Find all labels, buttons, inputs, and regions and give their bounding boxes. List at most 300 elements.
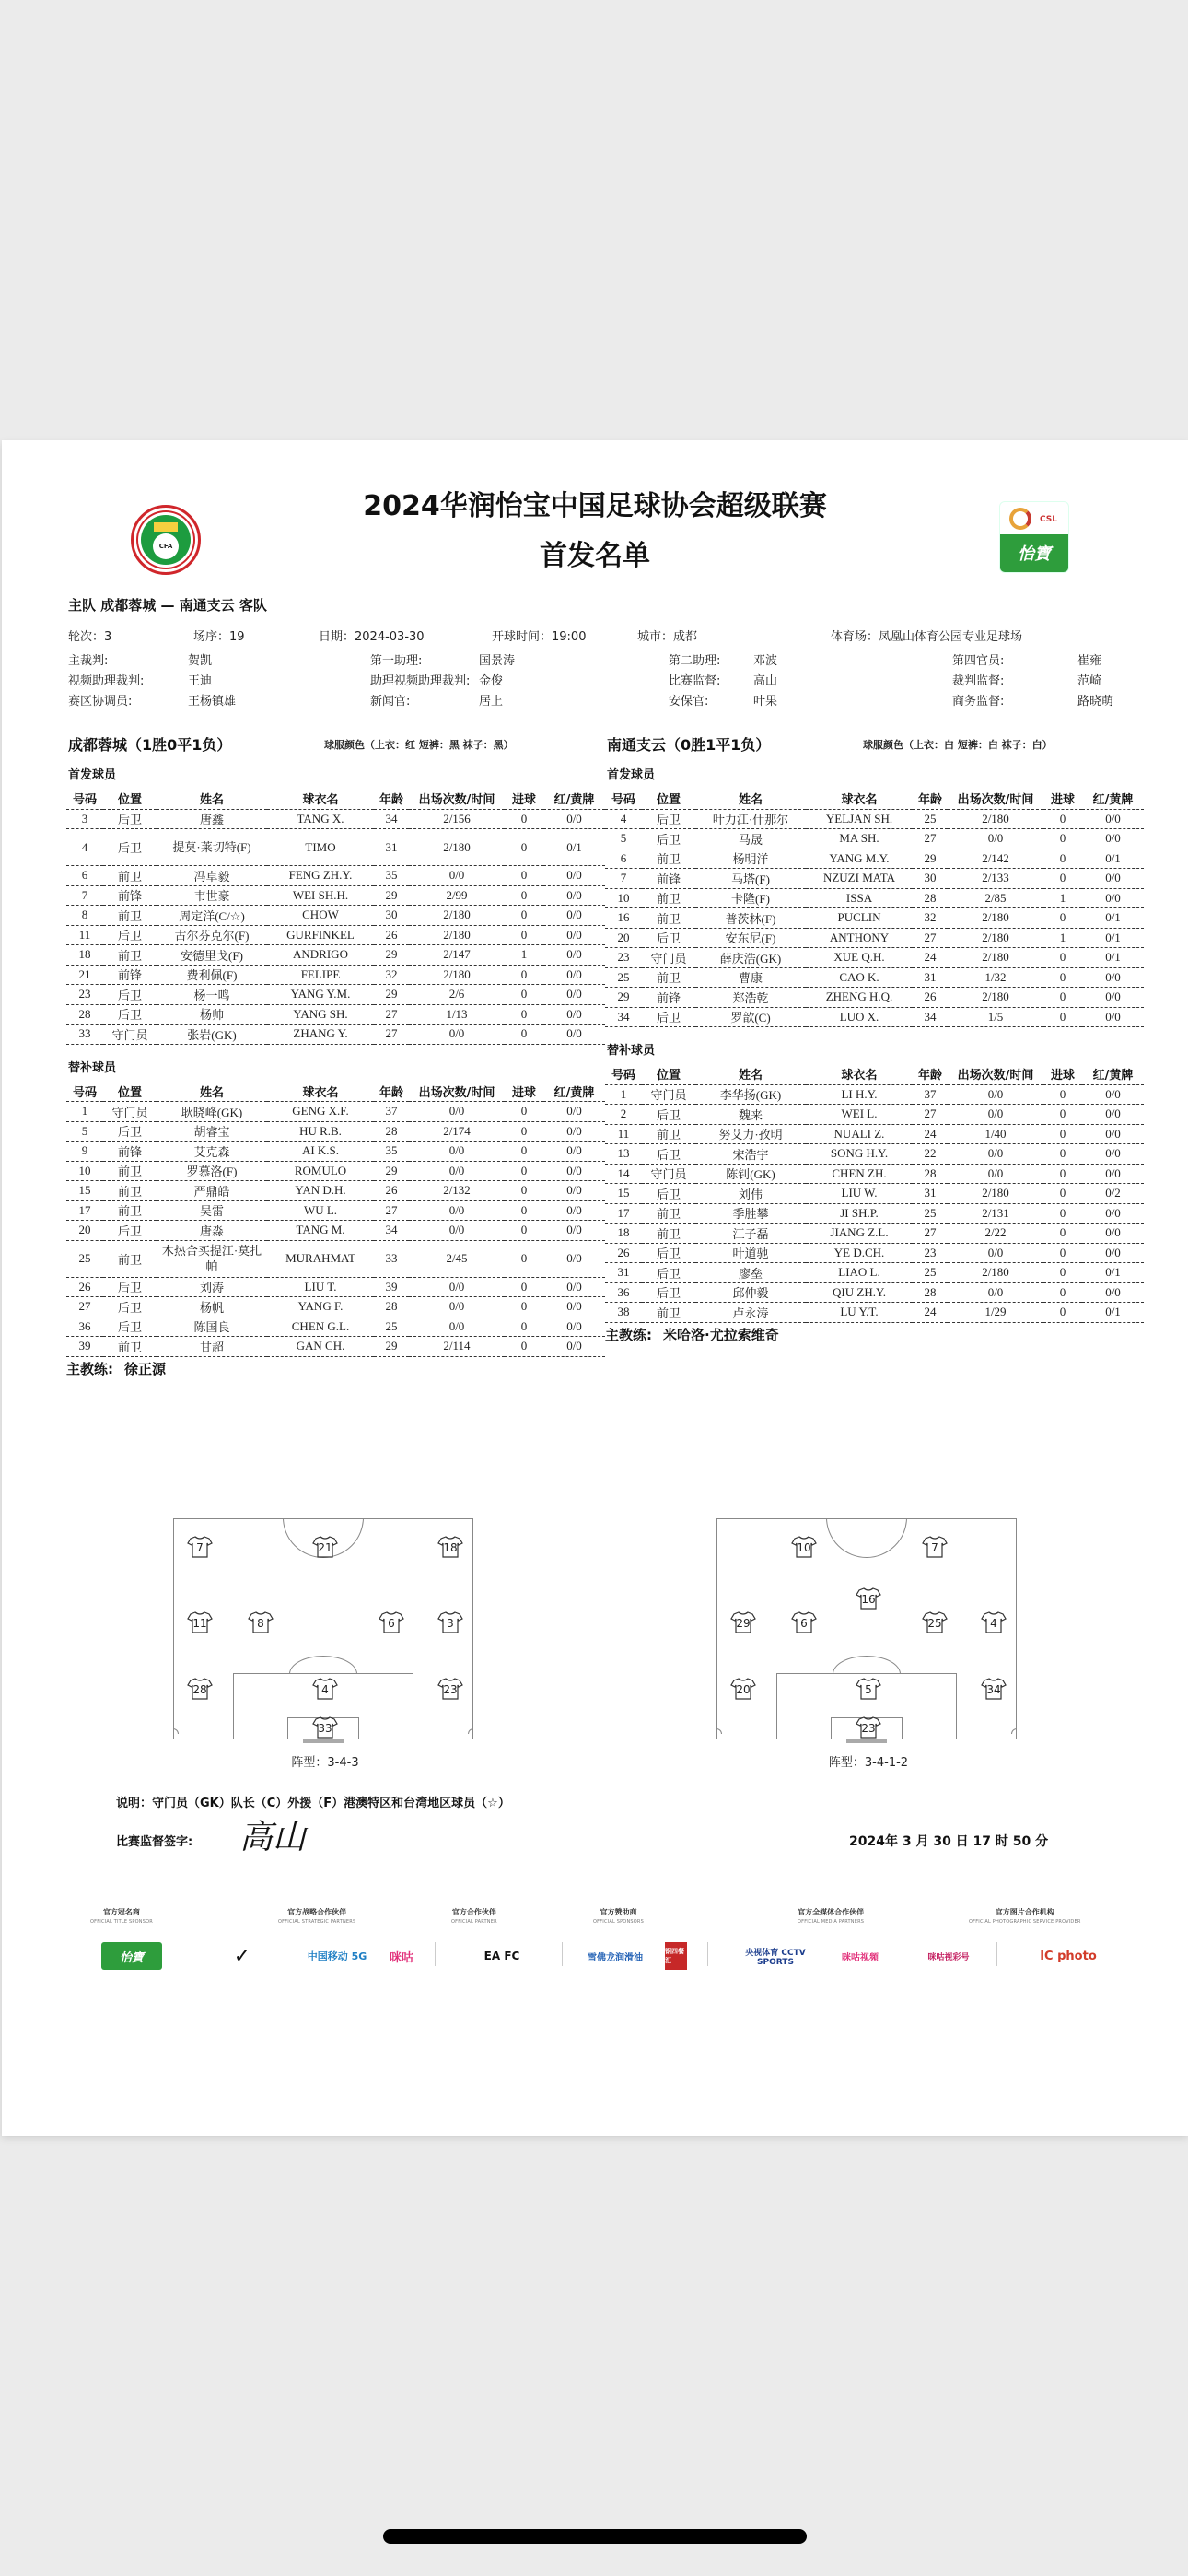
player-cell: 39 <box>374 1277 409 1297</box>
player-shirt-icon: 33 <box>312 1716 338 1739</box>
player-cell: 0 <box>1043 1243 1082 1263</box>
player-cell: TANG X. <box>267 809 374 829</box>
column-header: 位置 <box>642 789 695 809</box>
player-cell: 艾克森 <box>157 1142 267 1162</box>
player-cell: 卡隆(F) <box>695 888 806 908</box>
player-cell: 0/0 <box>948 1282 1043 1303</box>
away-team-name: 南通支云（0胜1平1负） <box>607 736 771 754</box>
player-cell: JIANG Z.L. <box>806 1224 913 1244</box>
player-row <box>66 1004 605 1025</box>
player-cell: 29 <box>913 849 948 869</box>
player-cell: 前卫 <box>103 1181 157 1201</box>
cfa-logo: CFA <box>131 505 201 575</box>
player-cell: 23 <box>605 948 642 968</box>
column-header: 号码 <box>605 1064 642 1084</box>
player-cell: 后卫 <box>103 1317 157 1337</box>
player-cell: 0 <box>505 965 543 985</box>
player-cell: 0/0 <box>543 906 605 926</box>
official-name: 金俊 <box>479 674 504 688</box>
player-cell: 7 <box>605 869 642 889</box>
player-row <box>605 1144 1144 1165</box>
player-cell: 14 <box>605 1164 642 1184</box>
player-cell: 0/0 <box>409 1317 505 1337</box>
player-cell: 0/0 <box>948 1084 1043 1105</box>
player-cell: 26 <box>605 1243 642 1263</box>
player-cell: 0/0 <box>1082 829 1144 849</box>
official-label: 助理视频助理裁判: <box>370 674 471 688</box>
player-cell: 11 <box>66 925 103 945</box>
signature-datetime: 2024年 3 月 30 日 17 时 50 分 <box>849 1834 1049 1849</box>
player-shirt-icon: 10 <box>791 1536 817 1558</box>
player-cell: 27 <box>374 1004 409 1025</box>
player-cell: 后卫 <box>642 1007 695 1027</box>
player-cell: 0 <box>505 1200 543 1221</box>
nike-logo: ✓ <box>233 1944 251 1968</box>
player-cell: 0 <box>505 1142 543 1162</box>
player-cell: 0/0 <box>1082 1243 1144 1263</box>
player-cell: 34 <box>374 1221 409 1241</box>
player-cell: 0/0 <box>543 885 605 906</box>
player-cell: 前卫 <box>642 888 695 908</box>
player-cell: 1/29 <box>948 1303 1043 1323</box>
player-cell: 提莫·莱切特(F) <box>157 829 267 866</box>
player-cell: 0/0 <box>1082 1105 1144 1125</box>
player-row <box>66 925 605 945</box>
player-cell: 34 <box>605 1007 642 1027</box>
player-cell: LIU T. <box>267 1277 374 1297</box>
player-cell: 0/1 <box>1082 908 1144 929</box>
player-cell: 0/0 <box>1082 988 1144 1008</box>
player-cell: 0 <box>505 1297 543 1317</box>
player-cell: 刘涛 <box>157 1277 267 1297</box>
player-cell: 邱仲毅 <box>695 1282 806 1303</box>
player-row <box>605 1282 1144 1303</box>
sponsor-group-title: 官方冠名商 OFFICIAL TITLE SPONSOR <box>90 1908 153 1925</box>
player-cell: 3 <box>66 809 103 829</box>
yibao-logo: 怡寶 <box>101 1942 162 1970</box>
home-indicator[interactable] <box>383 2529 807 2544</box>
player-cell: 0 <box>1043 1164 1082 1184</box>
player-cell: 后卫 <box>103 829 157 866</box>
player-cell: NUALI Z. <box>806 1124 913 1144</box>
player-cell: 江子磊 <box>695 1224 806 1244</box>
player-cell: 18 <box>66 945 103 966</box>
official-label: 第四官员: <box>952 654 1005 668</box>
player-shirt-icon: 21 <box>312 1536 338 1558</box>
player-cell: 0 <box>1043 1203 1082 1224</box>
player-cell: 0/0 <box>543 985 605 1005</box>
player-cell: 2/180 <box>948 948 1043 968</box>
column-header: 位置 <box>642 1064 695 1084</box>
player-cell: 0/1 <box>1082 849 1144 869</box>
official-label: 视频助理裁判: <box>68 674 145 688</box>
player-cell: 守门员 <box>642 1084 695 1105</box>
ea-fc-logo: EA FC <box>483 1950 520 1962</box>
player-cell: 陈国良 <box>157 1317 267 1337</box>
player-cell: 叶力江·什那尔 <box>695 809 806 829</box>
player-cell: 0 <box>1043 1084 1082 1105</box>
player-cell: 0/0 <box>948 829 1043 849</box>
player-cell: 前卫 <box>103 1200 157 1221</box>
player-cell: 9 <box>66 1142 103 1162</box>
column-header: 号码 <box>66 1082 103 1102</box>
player-cell: 0 <box>505 885 543 906</box>
player-cell: 17 <box>66 1200 103 1221</box>
player-cell: GURFINKEL <box>267 925 374 945</box>
subs-label: 替补球员 <box>607 1044 656 1058</box>
official-name: 邓波 <box>753 654 778 668</box>
subs-label: 替补球员 <box>68 1060 117 1075</box>
player-cell: 33 <box>66 1025 103 1045</box>
home-kit-colors: 球服颜色（上衣：红 短裤：黑 袜子：黑） <box>324 739 514 751</box>
player-cell: 1/5 <box>948 1007 1043 1027</box>
player-row <box>66 1221 605 1241</box>
player-cell: 0 <box>505 1121 543 1142</box>
player-cell: 2/180 <box>948 928 1043 948</box>
player-cell: 26 <box>374 925 409 945</box>
player-row <box>66 1025 605 1045</box>
player-cell: 2/180 <box>948 809 1043 829</box>
player-cell: MURAHMAT <box>267 1240 374 1277</box>
player-cell: 0/0 <box>409 1277 505 1297</box>
player-row <box>66 985 605 1005</box>
player-row <box>66 1277 605 1297</box>
player-cell: 努艾力·孜明 <box>695 1124 806 1144</box>
player-cell: 13 <box>605 1144 642 1165</box>
player-cell: 24 <box>913 948 948 968</box>
player-cell: 后卫 <box>103 1004 157 1025</box>
player-cell: 韦世豪 <box>157 885 267 906</box>
player-cell: 2/174 <box>409 1121 505 1142</box>
supervisor-signature: 高山 <box>239 1819 307 1856</box>
player-row <box>605 1243 1144 1263</box>
column-header: 球衣名 <box>267 1082 374 1102</box>
player-cell: 15 <box>605 1184 642 1204</box>
sponsor-group-sponsors: 官方赞助商 OFFICIAL SPONSORS <box>593 1908 644 1925</box>
player-shirt-icon: 5 <box>856 1678 881 1700</box>
player-cell: 前卫 <box>642 1124 695 1144</box>
player-cell: 罗歆(C) <box>695 1007 806 1027</box>
player-row <box>66 866 605 886</box>
player-cell: 0/1 <box>1082 948 1144 968</box>
player-cell: 2/85 <box>948 888 1043 908</box>
player-cell: NZUZI MATA <box>806 869 913 889</box>
player-cell: 0/0 <box>1082 1164 1144 1184</box>
player-row <box>66 1337 605 1357</box>
player-row <box>66 829 605 866</box>
player-cell: 29 <box>374 945 409 966</box>
official-name: 路晓萌 <box>1077 695 1114 708</box>
player-cell: 0/0 <box>948 1105 1043 1125</box>
player-cell: 刘伟 <box>695 1184 806 1204</box>
player-cell: 28 <box>913 1282 948 1303</box>
player-row <box>605 967 1144 988</box>
player-cell: 28 <box>913 1164 948 1184</box>
matchup: 主队 成都蓉城 — 南通支云 客队 <box>68 597 267 614</box>
player-cell: FELIPE <box>267 965 374 985</box>
player-cell: 0/1 <box>1082 928 1144 948</box>
player-cell: 前卫 <box>642 849 695 869</box>
player-row <box>66 1121 605 1142</box>
player-cell: 耿晓峰(GK) <box>157 1102 267 1122</box>
player-row <box>605 1007 1144 1027</box>
column-header: 年龄 <box>374 1082 409 1102</box>
player-cell: 10 <box>66 1161 103 1181</box>
player-cell: 魏来 <box>695 1105 806 1125</box>
player-cell: 后卫 <box>103 1277 157 1297</box>
player-cell: 25 <box>913 1263 948 1283</box>
player-cell: XUE Q.H. <box>806 948 913 968</box>
player-cell: 27 <box>66 1297 103 1317</box>
column-header: 号码 <box>66 789 103 809</box>
player-cell: 后卫 <box>642 1282 695 1303</box>
player-cell: 后卫 <box>642 1105 695 1125</box>
player-cell: 后卫 <box>642 829 695 849</box>
player-cell: ZHANG Y. <box>267 1025 374 1045</box>
column-header: 红/黄牌 <box>1082 1064 1144 1084</box>
player-cell: 甘超 <box>157 1337 267 1357</box>
player-cell: 22 <box>913 1144 948 1165</box>
player-cell: 8 <box>66 906 103 926</box>
player-cell: 31 <box>374 829 409 866</box>
player-cell: 0 <box>505 1240 543 1277</box>
player-cell: 后卫 <box>642 1144 695 1165</box>
document-page: CFA CSL 怡寶 2024华润怡宝中国足球协会超级联赛 首发名单 主队 成都蓉城 — 南通支云 客队 轮次：3 场序：19 日期：2024-03-30 开球时间：19:00 城市：成都 体育场：凤凰山体育公园专业足球场 主裁判: 贺凯 第一助理: 国景涛 第二助理: 邓波 第四官员: 崔雍 视频助理裁判: 王迪 助理视频助理裁判: 金俊 比赛监督: 高山 裁判监督: 范崎 赛区协调员: 王杨镇雄 新闻官: 居上 安保官: 叶果 商务监督: 路晓萌 成都蓉城（1胜0平1负） 球服颜色（上衣：红 短裤：黑 袜子：黑） 首发球员 号码 位置 姓名 球衣名 年龄 出场次数/时间 进球 红/黄牌 3 后卫 唐鑫 TANG X. 34 2/156 0 0/0 4 后卫 提莫·莱切特(F) TIMO 31 2/180 0 0/1 6 前卫 冯卓毅 FENG ZH.Y. 35 0/0 0 0/0 7 前锋 韦世豪 WEI SH.H. 29 2/99 0 0/0 8 前卫 周定洋(C/☆) CHOW 30 2/180 0 0/0 11 后卫 古尔芬克尔(F) GURFINKEL 26 2/180 0 0/0 18 前卫 安德里戈(F) ANDRIGO 29 2/147 1 0/0 21 前锋 费利佩(F) FELIPE 32 2/180 0 0/0 23 后卫 杨一鸣 YANG Y.M. 29 2/6 0 0/0 28 后卫 杨帅 YANG SH. 27 1/13 0 0/0 33 守门员 张岩(GK) ZHANG Y. 27 0/0 0 0/0 替补球员 号码 位置 姓名 球衣名 年龄 出场次数/时间 进球 红/黄牌 1 守门员 耿晓峰(GK) GENG X.F. 37 0/0 0 0/0 5 后卫 胡睿宝 HU R.B. 28 2/174 0 0/0 9 前锋 艾克森 AI K.S. 35 0/0 0 0/0 10 前卫 罗慕洛(F) ROMULO 29 0/0 0 0/0 15 前卫 严鼎皓 YAN D.H. 26 2/132 0 0/0 17 前卫 吴雷 WU L. 27 0/0 0 0/0 20 后卫 唐淼 TANG M. 34 0/0 0 0/0 25 前卫 木热合买提江·莫扎帕 MURAHMAT 33 2/45 0 0/0 26 后卫 刘涛 LIU T. 39 0/0 0 0/0 27 后卫 杨帆 YANG F. 28 0/0 0 0/0 36 后卫 陈国良 CHEN G.L. 25 0/0 0 0/0 39 前卫 甘超 GAN CH. 29 2/114 0 0/0 主教练: 徐正源 南通支云（0胜1平1负） 球服颜色（上衣：白 短裤：白 袜子：白） 首发球员 号码 位置 姓名 球衣名 年龄 出场次数/时间 进球 红/黄牌 4 后卫 叶力江·什那尔 YELJAN SH. 25 2/180 0 0/0 5 后卫 马晟 MA SH. 27 0/0 0 0/0 6 前卫 杨明洋 YANG M.Y. 29 2/142 0 0/1 7 前锋 马塔(F) NZUZI MATA 30 2/133 0 0/0 10 前卫 卡隆(F) ISSA 28 2/85 1 0/0 16 前卫 普茨林(F) PUCLIN 32 2/180 0 0/1 20 后卫 安东尼(F) ANTHONY 27 2/180 1 0/1 23 守门员 薛庆浩(GK) XUE Q.H. 24 2/180 0 0/1 25 前卫 曹康 CAO K. 31 1/32 0 0/0 29 前锋 郑浩乾 ZHENG H.Q. 26 2/180 0 0/0 34 后卫 罗歆(C) LUO X. 34 1/5 0 0/0 替补球员 号码 位置 姓名 球衣名 年龄 出场次数/时间 进球 红/黄牌 1 守门员 李华扬(GK) LI H.Y. 37 0/0 0 0/0 2 后卫 魏来 WEI L. 27 0/0 0 0/0 11 前卫 努艾力·孜明 NUALI Z. 24 1/40 0 0/0 13 后卫 宋浩宇 SONG H.Y. 22 0/0 0 0/0 14 守门员 陈钊(GK) CHEN ZH. 28 0/0 0 0/0 15 后卫 刘伟 LIU W. 31 2/180 0 0/2 17 前卫 季胜攀 JI SH.P. 25 2/131 0 0/0 18 前卫 江子磊 JIANG Z.L. 27 2/22 0 0/0 26 后卫 叶道驰 YE D.CH. 23 0/0 0 0/0 31 后卫 廖垒 LIAO L. 25 2/180 0 0/1 36 后卫 邱仲毅 QIU ZH.Y. 28 0/0 0 0/0 38 前卫 卢永涛 LU Y.T. 24 1/29 0 0/1 主教练: 米哈洛·尤拉索维奇 7 21 18 11 8 6 3 28 4 23 33 阵型：3-4-3 10 7 16 29 6 25 4 20 5 34 23 阵型：3-4-1-2 说明：守门员（GK）队长（C）外援（F）港澳特区和台湾地区球员（☆） 比赛监督签字: 高山 2024年 3 月 30 日 17 时 50 分 官方冠名商 OFFICIAL TITLE SPONSOR 官方战略合作伙伴 OFFICIAL STRATEGIC PARTNERS 官方合作伙伴 OFFICIAL PARTNER 官方赞助商 OFFICIAL SPONSORS 官方全媒体合作伙伴 OFFICIAL MEDIA PARTNERS 官方图片合作机构 OFFICIAL PHOTOGRAPHIC SERVICE PROVIDER 怡寶 ✓ 中国移动 5G 咪咕 EA FC 雪佛龙润滑油 钢四餐汇 央视体育 CCTV SPORTS 咪咕视频 咪咕视彩号 IC photo <box>2 440 1188 2136</box>
player-cell: 0/0 <box>543 1277 605 1297</box>
player-cell: 0 <box>1043 809 1082 829</box>
player-cell: ANTHONY <box>806 928 913 948</box>
home-subs-table <box>66 1082 605 1357</box>
player-cell: 0 <box>505 925 543 945</box>
migu-video-logo: 咪咕视频 <box>842 1952 879 1963</box>
player-cell: 1 <box>1043 888 1082 908</box>
starters-label: 首发球员 <box>607 768 656 782</box>
column-header: 进球 <box>1043 1064 1082 1084</box>
player-cell: 马塔(F) <box>695 869 806 889</box>
player-cell: 20 <box>66 1221 103 1241</box>
player-cell: 周定洋(C/☆) <box>157 906 267 926</box>
player-row <box>66 906 605 926</box>
player-cell: 2/180 <box>948 908 1043 929</box>
player-cell: 0 <box>505 906 543 926</box>
player-cell: 李华扬(GK) <box>695 1084 806 1105</box>
player-cell: GAN CH. <box>267 1337 374 1357</box>
player-cell: 15 <box>66 1181 103 1201</box>
player-cell: 严鼎皓 <box>157 1181 267 1201</box>
player-cell: 2/114 <box>409 1337 505 1357</box>
official-label: 新闻官: <box>370 695 411 708</box>
player-row <box>605 1124 1144 1144</box>
player-cell: 25 <box>913 1203 948 1224</box>
player-cell: 叶道驰 <box>695 1243 806 1263</box>
official-name: 崔雍 <box>1077 654 1102 668</box>
column-header: 球衣名 <box>806 1064 913 1084</box>
player-cell: 前卫 <box>642 967 695 988</box>
player-cell: 后卫 <box>642 928 695 948</box>
column-header: 红/黄牌 <box>1082 789 1144 809</box>
player-cell: 0/0 <box>543 1221 605 1241</box>
player-cell: 27 <box>913 928 948 948</box>
player-cell: 0 <box>505 1277 543 1297</box>
column-header: 姓名 <box>695 1064 806 1084</box>
player-cell: 0/0 <box>409 1161 505 1181</box>
player-cell: 0 <box>505 1004 543 1025</box>
player-cell: 4 <box>66 829 103 866</box>
player-cell: 后卫 <box>642 809 695 829</box>
player-row <box>605 829 1144 849</box>
player-shirt-icon: 23 <box>437 1678 463 1700</box>
player-cell: 马晟 <box>695 829 806 849</box>
player-cell: LI H.Y. <box>806 1084 913 1105</box>
player-row <box>605 1105 1144 1125</box>
player-cell: 2/131 <box>948 1203 1043 1224</box>
column-header: 球衣名 <box>806 789 913 809</box>
player-cell: 0/0 <box>543 1181 605 1201</box>
player-cell: 7 <box>66 885 103 906</box>
official-name: 范崎 <box>1077 674 1102 688</box>
player-row <box>66 1240 605 1277</box>
player-shirt-icon: 8 <box>248 1611 274 1633</box>
home-coach: 主教练: 徐正源 <box>66 1360 167 1377</box>
player-cell: 0/1 <box>543 829 605 866</box>
player-row <box>605 869 1144 889</box>
player-cell: 0 <box>1043 967 1082 988</box>
player-cell: 安德里戈(F) <box>157 945 267 966</box>
player-cell: 31 <box>913 967 948 988</box>
player-cell: LIU W. <box>806 1184 913 1204</box>
player-shirt-icon: 6 <box>379 1611 404 1633</box>
migu-shicai-logo: 咪咕视彩号 <box>927 1952 970 1962</box>
player-cell: 34 <box>374 809 409 829</box>
player-cell: 37 <box>374 1102 409 1122</box>
player-cell: 0 <box>1043 869 1082 889</box>
player-cell: 39 <box>66 1337 103 1357</box>
player-cell: 0/0 <box>948 1164 1043 1184</box>
away-kit-colors: 球服颜色（上衣：白 短裤：白 袜子：白） <box>863 739 1053 751</box>
official-label: 安保官: <box>669 695 709 708</box>
player-row <box>66 965 605 985</box>
player-cell: 0/0 <box>409 1025 505 1045</box>
document-subtitle: 首发名单 <box>540 540 650 572</box>
player-cell: 费利佩(F) <box>157 965 267 985</box>
player-shirt-icon: 4 <box>981 1611 1007 1633</box>
player-cell: 35 <box>374 1142 409 1162</box>
player-cell: 宋浩宇 <box>695 1144 806 1165</box>
player-cell: 1 <box>505 945 543 966</box>
player-cell: 前锋 <box>642 869 695 889</box>
player-cell: YANG M.Y. <box>806 849 913 869</box>
player-cell: 0 <box>505 1102 543 1122</box>
player-cell: 1 <box>1043 928 1082 948</box>
player-cell: 后卫 <box>103 925 157 945</box>
official-label: 裁判监督: <box>952 674 1005 688</box>
player-cell: YANG SH. <box>267 1004 374 1025</box>
player-shirt-icon: 16 <box>856 1587 881 1610</box>
player-row <box>66 1161 605 1181</box>
player-row <box>605 1184 1144 1204</box>
player-cell: 0/0 <box>1082 1007 1144 1027</box>
player-cell: LUO X. <box>806 1007 913 1027</box>
player-cell: 16 <box>605 908 642 929</box>
home-team-name: 成都蓉城（1胜0平1负） <box>68 736 232 754</box>
player-cell: 2/156 <box>409 809 505 829</box>
player-cell: 29 <box>374 985 409 1005</box>
player-cell: 31 <box>913 1184 948 1204</box>
player-cell: 前卫 <box>103 866 157 886</box>
player-cell: 2/132 <box>409 1181 505 1201</box>
player-cell: 26 <box>913 988 948 1008</box>
player-cell: ROMULO <box>267 1161 374 1181</box>
player-shirt-icon: 4 <box>312 1678 338 1700</box>
player-cell: 杨帅 <box>157 1004 267 1025</box>
player-cell: 0/1 <box>1082 1263 1144 1283</box>
player-row <box>605 908 1144 929</box>
player-cell: 0/0 <box>1082 809 1144 829</box>
player-cell: 29 <box>605 988 642 1008</box>
home-formation-diagram <box>173 1518 477 1770</box>
player-cell: CHEN ZH. <box>806 1164 913 1184</box>
player-cell: 2/147 <box>409 945 505 966</box>
player-cell: 25 <box>66 1240 103 1277</box>
player-row <box>605 948 1144 968</box>
player-cell: 1 <box>66 1102 103 1122</box>
player-cell: 26 <box>66 1277 103 1297</box>
player-cell: 0/0 <box>543 1200 605 1221</box>
player-cell: 0 <box>505 866 543 886</box>
player-cell: 29 <box>374 1337 409 1357</box>
player-shirt-icon: 23 <box>856 1716 881 1739</box>
player-cell: 0/0 <box>543 1161 605 1181</box>
player-cell: 0/0 <box>409 1221 505 1241</box>
player-shirt-icon: 18 <box>437 1536 463 1558</box>
player-cell: HU R.B. <box>267 1121 374 1142</box>
official-name: 王杨镇雄 <box>188 695 237 708</box>
player-cell: 28 <box>913 888 948 908</box>
player-cell: 前卫 <box>642 908 695 929</box>
player-row <box>605 1263 1144 1283</box>
player-row <box>66 945 605 966</box>
player-cell: 0/0 <box>543 925 605 945</box>
player-cell: 0/0 <box>543 1337 605 1357</box>
player-cell: 0 <box>1043 1224 1082 1244</box>
player-cell: 27 <box>913 1224 948 1244</box>
player-cell: 0/0 <box>409 1142 505 1162</box>
column-header: 进球 <box>505 789 543 809</box>
player-cell: 0 <box>505 1025 543 1045</box>
player-cell: 5 <box>66 1121 103 1142</box>
player-cell: 前卫 <box>103 1337 157 1357</box>
player-cell: 0/0 <box>543 1142 605 1162</box>
player-cell: 0 <box>1043 988 1082 1008</box>
player-cell: 罗慕洛(F) <box>157 1161 267 1181</box>
player-cell: 0 <box>505 985 543 1005</box>
player-cell: 0 <box>1043 1124 1082 1144</box>
player-cell: 31 <box>605 1263 642 1283</box>
player-cell: 陈钊(GK) <box>695 1164 806 1184</box>
player-cell: 0/0 <box>1082 1144 1144 1165</box>
player-cell: 32 <box>913 908 948 929</box>
player-cell: 20 <box>605 928 642 948</box>
player-cell: 2/180 <box>409 925 505 945</box>
player-cell: 胡睿宝 <box>157 1121 267 1142</box>
player-cell: 守门员 <box>642 1164 695 1184</box>
player-cell: 0 <box>1043 1184 1082 1204</box>
player-cell: 6 <box>605 849 642 869</box>
official-name: 叶果 <box>753 695 778 708</box>
player-row <box>605 1224 1144 1244</box>
player-cell: 0 <box>505 1181 543 1201</box>
player-cell: 35 <box>374 866 409 886</box>
